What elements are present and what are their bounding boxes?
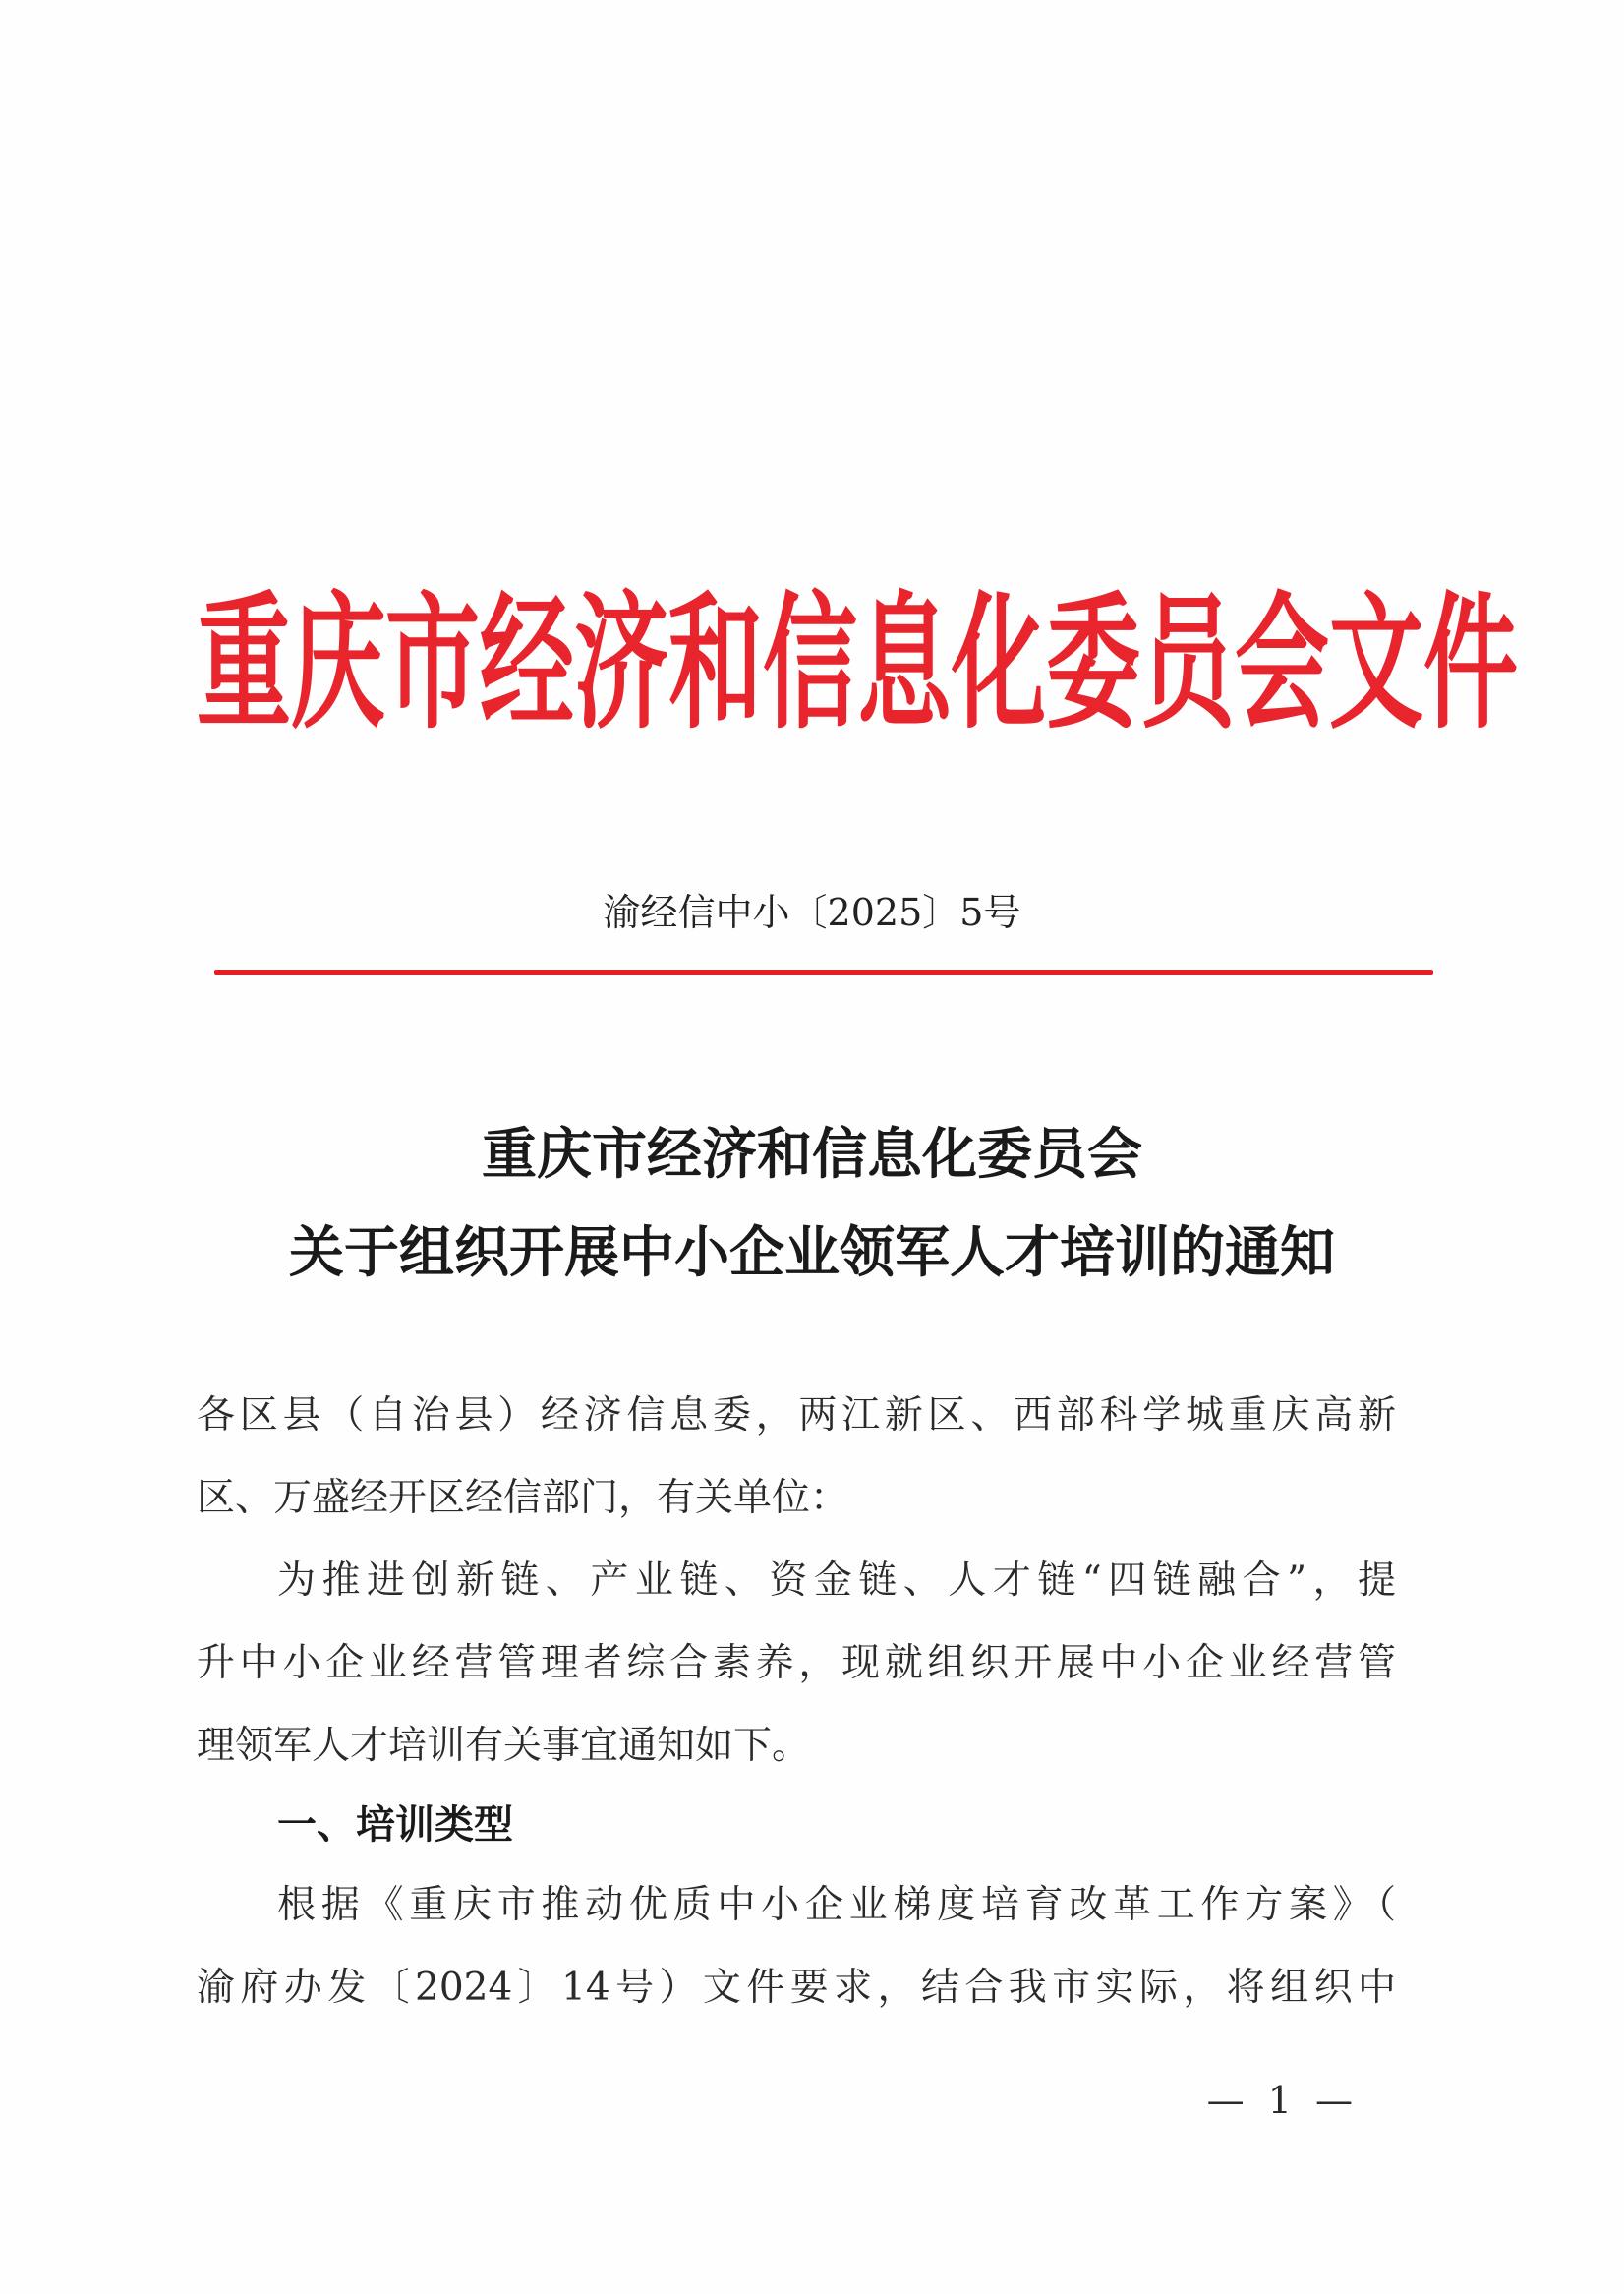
document-number: 渝经信中小〔2025〕5号	[603, 891, 1021, 934]
section-heading-1: 一、培训类型	[277, 1802, 513, 1848]
notice-title-line-1: 重庆市经济和信息化委员会	[482, 1123, 1142, 1187]
paragraph-1-line-3: 理领军人才培训有关事宜通知如下。	[197, 1724, 811, 1768]
addressee-line-1: 各区县（自治县）经济信息委，两江新区、西部科学城重庆高新	[197, 1393, 1396, 1438]
document-header-title: 重庆市经济和信息化委员会文件	[197, 578, 1518, 749]
header-red-rule	[214, 970, 1433, 975]
page-number: — 1 —	[1206, 2079, 1359, 2122]
paragraph-1-line-2: 升中小企业经营管理者综合素养，现就组织开展中小企业经营管	[197, 1641, 1396, 1685]
paragraph-1-line-1: 为推进创新链、产业链、资金链、人才链“四链融合”，提	[277, 1559, 1396, 1603]
paragraph-2-line-1: 根据《重庆市推动优质中小企业梯度培育改革工作方案》（	[277, 1883, 1396, 1927]
notice-title-line-2: 关于组织开展中小企业领军人才培训的通知	[289, 1221, 1335, 1285]
paragraph-2-line-2: 渝府办发〔2024〕14号）文件要求，结合我市实际，将组织中	[197, 1966, 1396, 2010]
addressee-line-2: 区、万盛经开区经信部门，有关单位：	[197, 1476, 849, 1520]
